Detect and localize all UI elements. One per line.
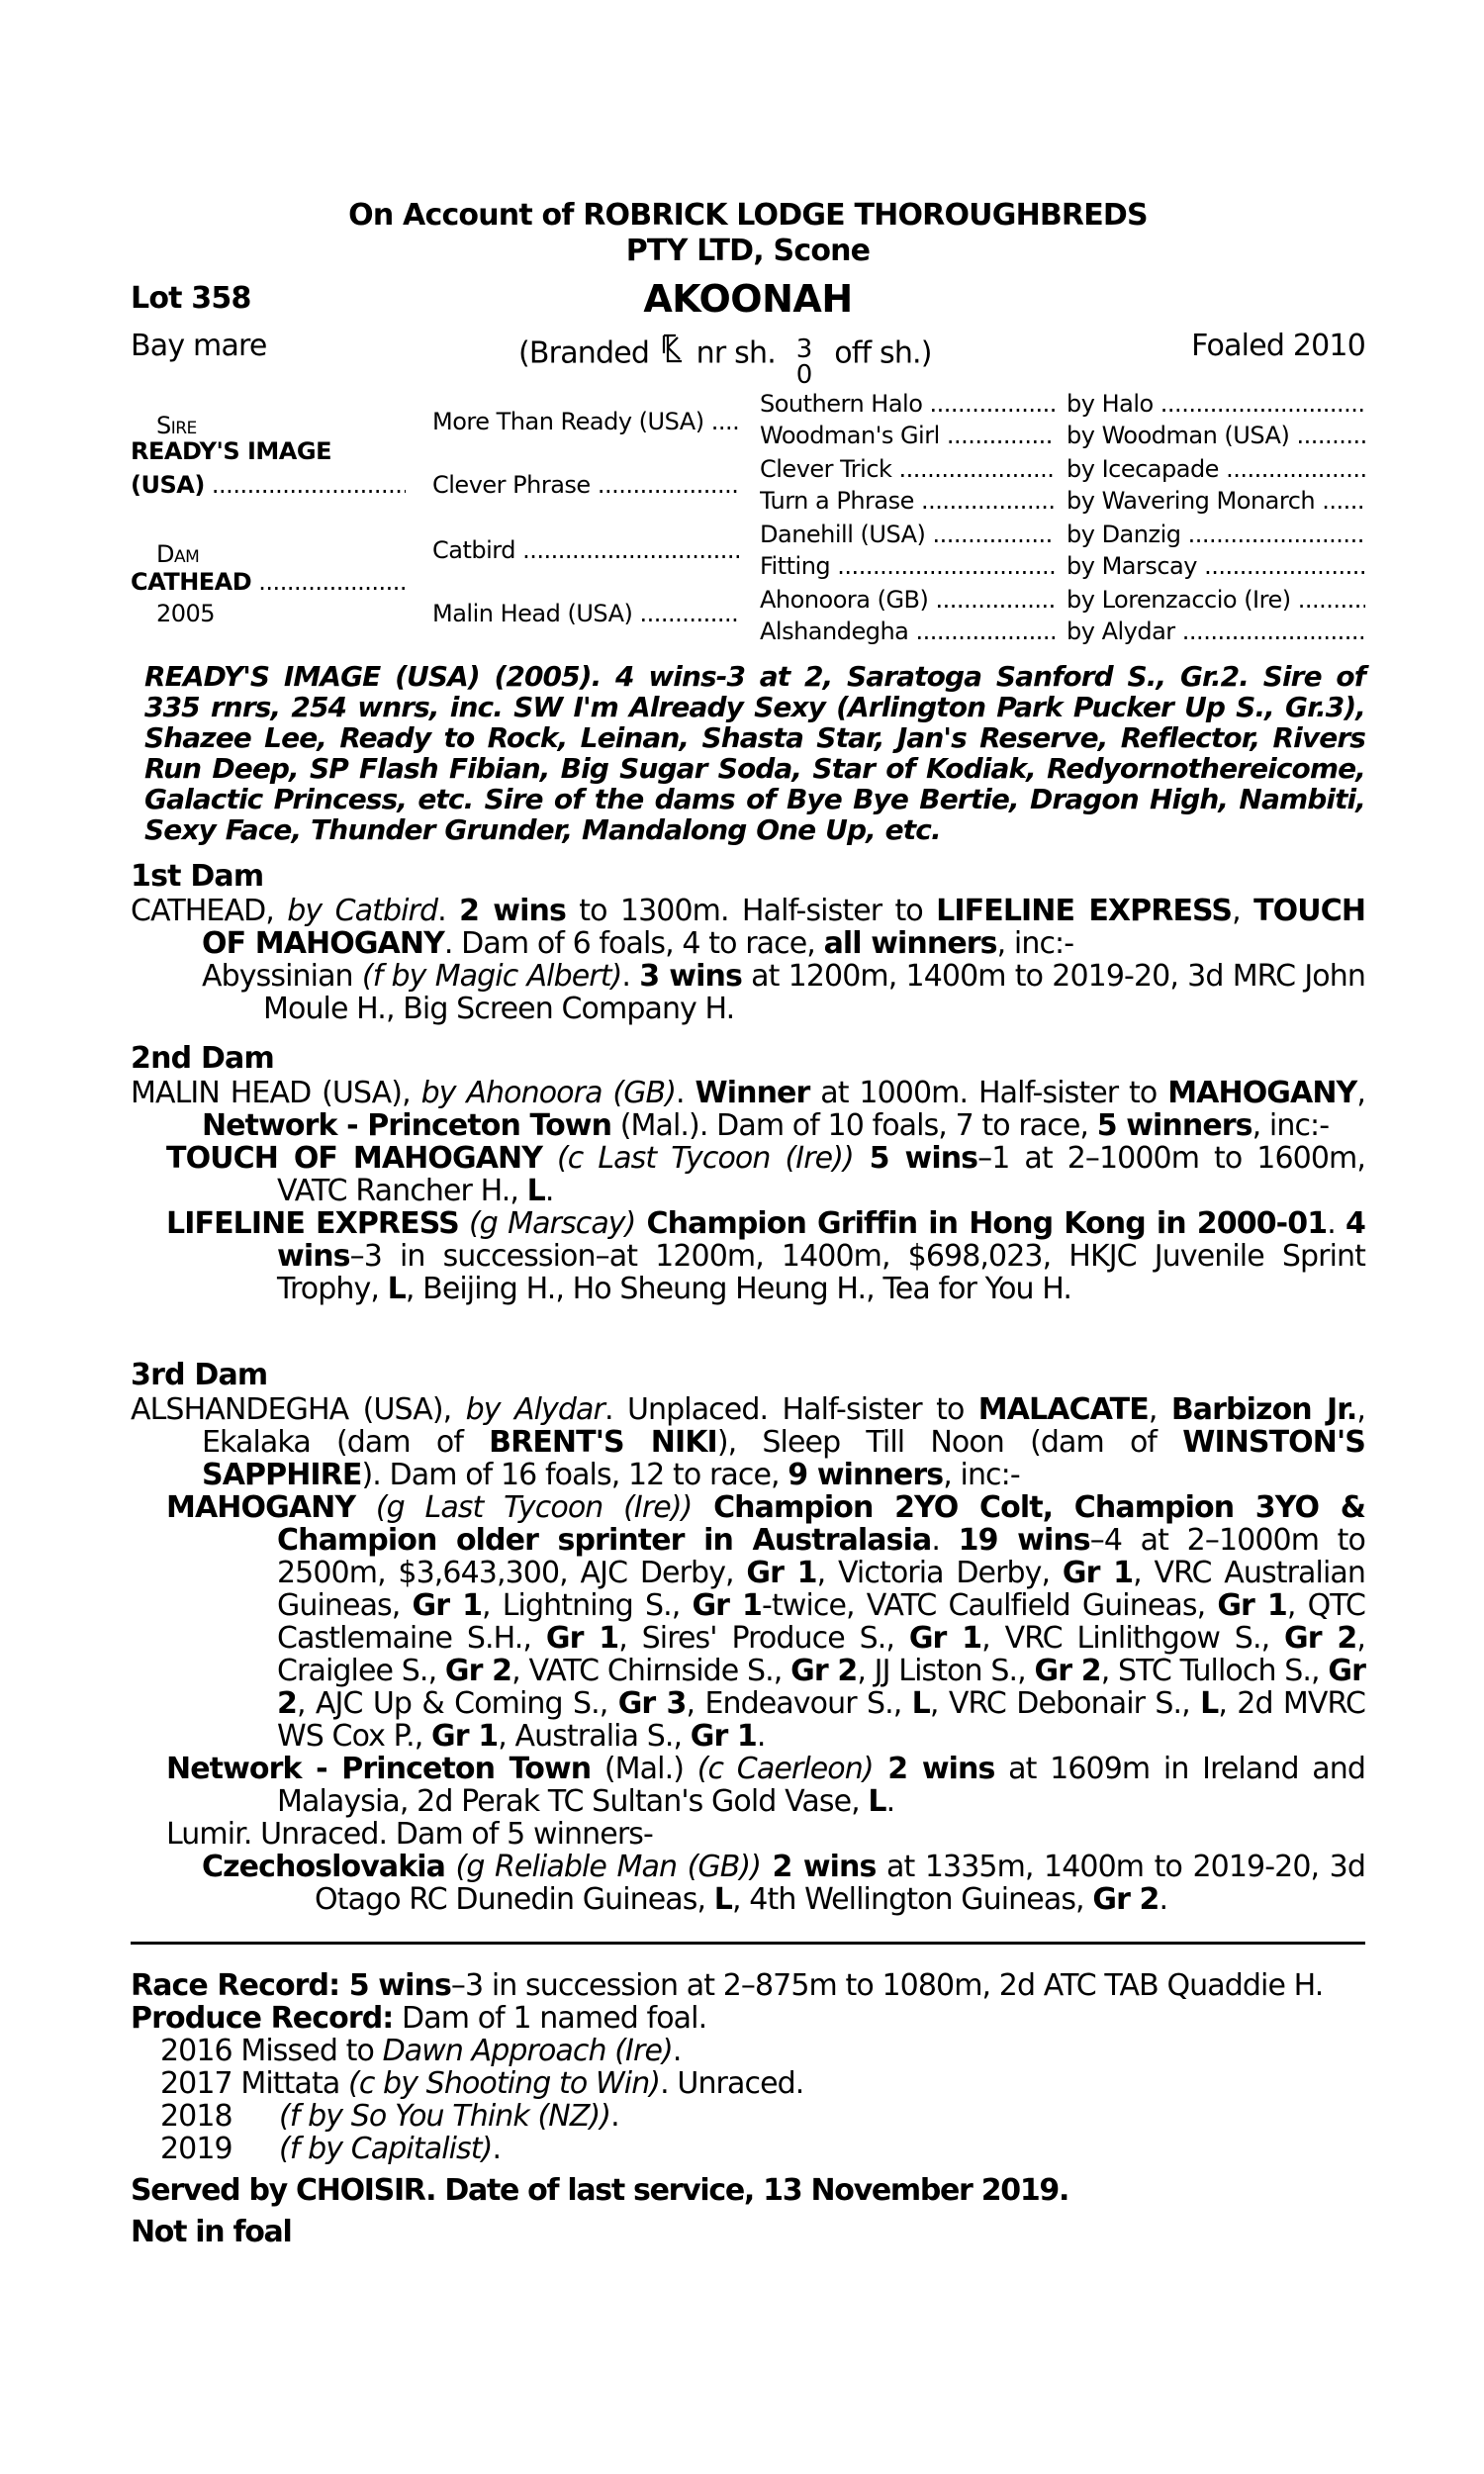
- consignor-line-1: On Account of ROBRICK LODGE THOROUGHBREDS: [348, 198, 1148, 233]
- great-grandparent-sire: by Lorenzaccio (Ire) .....: [1067, 586, 1365, 614]
- great-grandparent-sire: by Halo .....: [1067, 390, 1365, 418]
- great-grandparent-sire: by Danzig .....: [1067, 521, 1365, 548]
- brand-prefix: (Branded: [518, 335, 650, 371]
- third-dam-section: [131, 1358, 1365, 1916]
- third-dam-progeny-network: Network - Princeton Town (Mal.) (c Caerleon) 2 wins at 1609m in Ireland and Malaysia, 2d Perak TC Sultan's Gold Vase, L.: [166, 1752, 1366, 1819]
- great-grandparent: Ahonoora (GB) .....: [760, 586, 1055, 614]
- great-grandparent: Fitting .....: [760, 552, 1055, 580]
- produce-foal-row: 2017 Mittata (c by Shooting to Win). Unraced.: [160, 2066, 804, 2101]
- brand-description: [518, 329, 932, 390]
- grandsire: More Than Ready (USA) .....: [432, 408, 739, 435]
- brand-off-shoulder: off sh.): [834, 335, 932, 371]
- great-grandparent: Alshandegha .....: [760, 618, 1055, 645]
- foaled-year: Foaled 2010: [1191, 329, 1365, 363]
- great-grandparent: Turn a Phrase .....: [760, 487, 1055, 515]
- great-grandparent: Danehill (USA) .....: [760, 521, 1055, 548]
- granddam-dam-side: Malin Head (USA) .....: [432, 600, 739, 627]
- race-record: Race Record: 5 wins–3 in succession at 2–875m to 1080m, 2d ATC TAB Quaddie H.: [131, 1968, 1324, 2003]
- pregnancy-status: Not in foal: [131, 2215, 292, 2249]
- great-grandparent: Southern Halo .....: [760, 390, 1055, 418]
- third-dam-heading: 3rd Dam: [131, 1358, 268, 1392]
- records-section: [131, 1969, 1365, 2254]
- sire-name-line-1: READY'S IMAGE: [131, 437, 331, 465]
- great-grandparent: Woodman's Girl .....: [760, 422, 1055, 449]
- first-dam-heading: 1st Dam: [131, 859, 264, 894]
- great-grandparent: Clever Trick .....: [760, 455, 1055, 483]
- great-grandparent-sire: by Woodman (USA) .....: [1067, 422, 1365, 449]
- second-dam-heading: 2nd Dam: [131, 1041, 274, 1076]
- first-dam-entry: CATHEAD, by Catbird. 2 wins to 1300m. Half-sister to LIFELINE EXPRESS, TOUCH OF MAHOGANY. Dam of 6 foals, 4 to race, all winners, inc:-: [131, 894, 1366, 961]
- brand-near-shoulder: nr sh.: [696, 335, 776, 371]
- produce-foal-row: 2018 (f by So You Think (NZ)).: [160, 2099, 619, 2134]
- third-dam-progeny-lumir: Lumir. Unraced. Dam of 5 winners-: [166, 1817, 653, 1852]
- great-grandparent-sire: by Wavering Monarch .....: [1067, 487, 1365, 515]
- great-grandparent-sire: by Alydar .....: [1067, 618, 1365, 645]
- lot-number: Lot 358: [131, 281, 251, 316]
- grandsire-dam-side: Catbird .....: [432, 536, 739, 564]
- second-dam-progeny: TOUCH OF MAHOGANY (c Last Tycoon (Ire)) 5 wins–1 at 2–1000m to 1600m, VATC Rancher H., L.: [166, 1141, 1365, 1208]
- section-divider: [131, 1942, 1365, 1945]
- service-details: Served by CHOISIR. Date of last service, 13 November 2019.: [131, 2173, 1069, 2208]
- great-grandparent-sire: by Icecapade .....: [1067, 455, 1365, 483]
- horse-name: AKOONAH: [643, 277, 853, 321]
- brand-mark-icon: [662, 333, 684, 365]
- second-dam-section: [131, 1041, 1365, 1305]
- consignor-heading: [131, 198, 1365, 269]
- sire-name-line-2: (USA) .....: [131, 471, 406, 499]
- dam-year: 2005: [156, 600, 216, 627]
- dam-label: Dam: [156, 540, 200, 568]
- great-grandparent-sire: by Marscay .....: [1067, 552, 1365, 580]
- sire-biography: READY'S IMAGE (USA) (2005). 4 wins-3 at 2, Saratoga Sanford S., Gr.2. Sire of 335 rnrs, 254 wnrs, inc. SW I'm Already Sexy (Arlington Park Pucker Up S., Gr.3), Shazee Lee, Ready to Rock, Leinan, Shasta Star, Jan's Reserve, Reflector, Rivers Run Deep, SP Flash Fibian, Big Sugar Soda, Star of Kodiak, Redyornothereicome, Galactic Princess, etc. Sire of the dams of Bye Bye Bertie, Dragon High, Nambiti, Sexy Face, Thunder Grunder, Mandalong One Up, etc.: [144, 660, 1365, 846]
- produce-record: Produce Record: Dam of 1 named foal.: [131, 2001, 707, 2036]
- consignor-line-2: PTY LTD, Scone: [625, 234, 871, 268]
- pedigree-table: [131, 390, 1365, 655]
- first-dam-progeny: Abyssinian (f by Magic Albert). 3 wins at 1200m, 1400m to 2019-20, 3d MRC John Moule H., Big Screen Company H.: [202, 959, 1365, 1026]
- second-dam-progeny: LIFELINE EXPRESS (g Marscay) Champion Griffin in Hong Kong in 2000-01. 4 wins–3 in succession–at 1200m, 1400m, $698,023, HKJC Juvenile Sprint Trophy, L, Beijing H., Ho Sheung Heung H., Tea for You H.: [166, 1206, 1365, 1306]
- granddam-sire-side: Clever Phrase .....: [432, 471, 739, 499]
- sex-colour: Bay mare: [131, 329, 267, 363]
- produce-foal-row: 2016 Missed to Dawn Approach (Ire).: [160, 2034, 682, 2068]
- second-dam-entry: MALIN HEAD (USA), by Ahonoora (GB). Winner at 1000m. Half-sister to MAHOGANY, Network - Princeton Town (Mal.). Dam of 10 foals, 7 to race, 5 winners, inc:-: [131, 1076, 1366, 1143]
- dam-name: CATHEAD .....: [131, 568, 406, 596]
- third-dam-entry: ALSHANDEGHA (USA), by Alydar. Unplaced. Half-sister to MALACATE, Barbizon Jr., Ekalaka (dam of BRENT'S NIKI), Sleep Till Noon (dam of WINSTON'S SAPPHIRE). Dam of 16 foals, 12 to race, 9 winners, inc:-: [131, 1392, 1366, 1492]
- produce-foal-row: 2019 (f by Capitalist).: [160, 2132, 502, 2166]
- sire-label: Sire: [156, 412, 197, 439]
- description-row: [131, 323, 1365, 390]
- brand-off-shoulder-number: 3 0: [795, 334, 812, 390]
- third-dam-progeny-mahogany: MAHOGANY (g Last Tycoon (Ire)) Champion 2YO Colt, Champion 3YO & Champion older sprinter in Australasia. 19 wins–4 at 2–1000m to 2500m, $3,643,300, AJC Derby, Gr 1, Victoria Derby, Gr 1, VRC Australian Guineas, Gr 1, Lightning S., Gr 1-twice, VATC Caulfield Guineas, Gr 1, QTC Castlemaine S.H., Gr 1, Sires' Produce S., Gr 1, VRC Linlithgow S., Gr 2, Craiglee S., Gr 2, VATC Chirnside S., Gr 2, JJ Liston S., Gr 2, STC Tulloch S., Gr 2, AJC Up & Coming S., Gr 3, Endeavour S., L, VRC Debonair S., L, 2d MVRC WS Cox P., Gr 1, Australia S., Gr 1.: [166, 1490, 1366, 1754]
- third-dam-grandprogeny-czechoslovakia: Czechoslovakia (g Reliable Man (GB)) 2 wins at 1335m, 1400m to 2019-20, 3d Otago RC Dunedin Guineas, L, 4th Wellington Guineas, Gr 2.: [202, 1850, 1365, 1917]
- first-dam-section: [131, 859, 1365, 1025]
- lot-row: [131, 277, 1365, 321]
